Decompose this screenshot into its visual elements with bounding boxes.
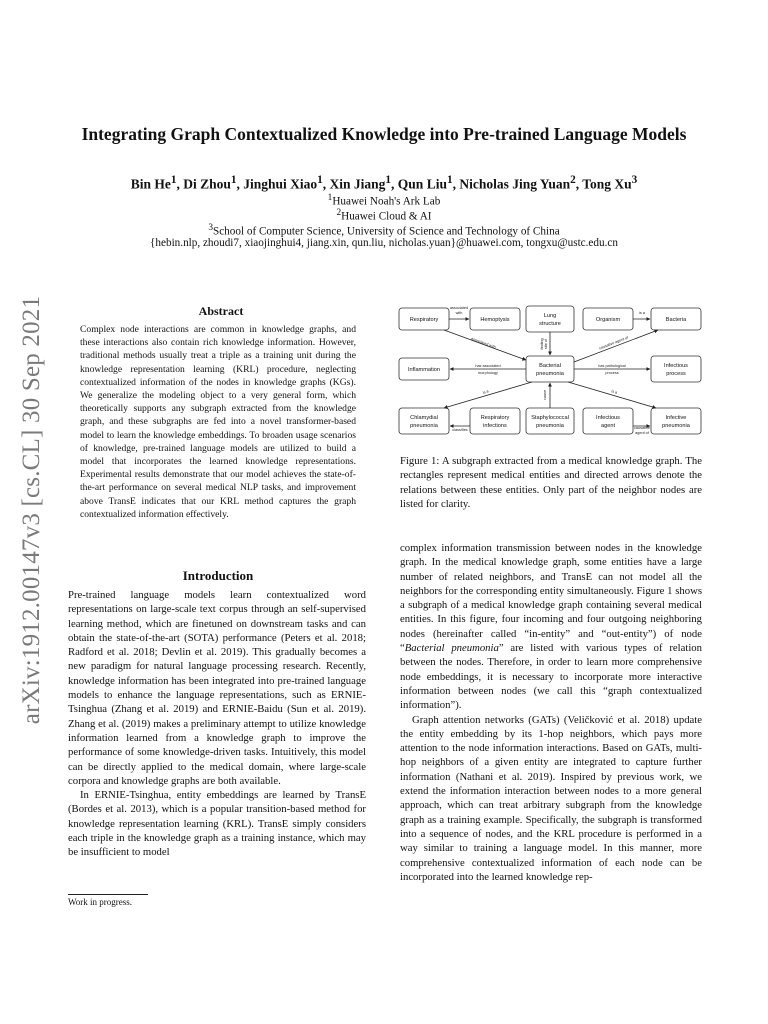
edge-label: finding [540, 338, 544, 350]
body-text: complex information transmission between nodes in the knowledge graph. In the medical knowledge graph, some entities have a large number of related neighbors, and TransE can not model all the neighbors for the corresponding entity simultaneously. Figure 1 shows a subgraph of a medical knowledge graph containing several medical entities. In this figure, four incoming and four outgoing neighboring nodes (hereinafter called “in-entity” and “out-entity”) of node “ [400, 542, 702, 655]
edge-label: is a [639, 311, 645, 315]
author-name: Tong Xu [582, 176, 632, 192]
edge-label: associated with [470, 336, 497, 350]
author-sup: 3 [631, 174, 638, 186]
intro-paragraph: Pre-trained language models learn contextualized word representations on large-scale text corpus through an self-supervised learning method, which are finetuned on downstream tasks and can obtain the state-of-the-art (SOTA) performance (Peters et al. 2018; Radford et al. 2018; Devlin et al. 2019). This gradually becomes a new paradigm for natural language processing research. Recently, knowledge information has been integrated into pre-trained language models to enhance the language representations, such as ERNIE-Tsinghua (Zhang et al. 2019) and ERNIE-Baidu (Sun et al. 2019). Zhang et al. (2019) makes a preliminary attempt to utilize knowledge information learned from a knowledge graph to improve the performance of some knowledge-driven tasks. Intuitively, this model can be directly applied to the medical domain, where large-scale corpora and knowledge graphs are both available. [68, 589, 366, 787]
node-label: Hemoptysis [480, 317, 510, 323]
affiliation-sup: 1 [327, 193, 333, 203]
edge-label: site of [544, 338, 548, 350]
node-label: Organism [595, 317, 621, 323]
arxiv-stamp [14, 280, 50, 740]
node-label: Staphylococcal [531, 415, 569, 421]
node-respiratory-infections [470, 408, 520, 434]
node-label: Lung [543, 313, 557, 319]
body-text: ” are listed with various types of relation between the nodes. Therefore, in order to learn more comprehensive node embeddings, it is necessary to incorporate more interactive information between nodes (we call this “graph contextualized information”). [400, 642, 702, 712]
author-name: Di Zhou [183, 176, 231, 192]
node-label: Respiratory [409, 317, 439, 323]
node-chlamydial-pneumonia [399, 408, 449, 434]
author-name: Xin Jiang [329, 176, 386, 192]
edge-is-a-left [444, 382, 532, 408]
node-label: Infectious [596, 415, 620, 421]
node-label: Inflammation [407, 367, 441, 373]
author-sup: 1 [170, 174, 177, 186]
author-name: Qun Liu [397, 176, 447, 192]
edge-label: morphology [478, 371, 498, 375]
author-sup: 1 [446, 174, 453, 186]
author-list: Bin He$^1$, Di Zhou$^1$, Jinghui Xiao$^1$, Xin Jiang$^1$, Qun Liu$^1$, Nicholas Jing Yuan$^2$, Tong Xu$^3$ [130, 174, 638, 192]
node-infectious-agent [583, 408, 633, 434]
edge-label: causative agent of [598, 335, 629, 351]
introduction-body [68, 588, 366, 860]
author-sup: 1 [317, 174, 323, 186]
node-label: Bacteria [665, 317, 687, 323]
node-label: Bacterial [539, 363, 561, 369]
body-paragraph [400, 541, 702, 713]
footnote: Work in progress. [68, 897, 133, 907]
edge-label: classifies [452, 428, 468, 432]
edge-label: with [455, 311, 463, 315]
node-label: pneumonia [410, 423, 438, 429]
node-infective-pneumonia [651, 408, 701, 434]
intro-paragraph: In ERNIE-Tsinghua, entity embeddings are learned by TransE (Bordes et al. 2013), which is a popular transition-based method for knowledge representation learning (KRL). TransE simply considers each triple in the knowledge graph as a training instance, which may be insufficient to model [68, 789, 366, 859]
node-label: Respiratory [480, 415, 510, 421]
edge-label: cause [543, 389, 547, 401]
node-label: pneumonia [536, 371, 564, 377]
node-label: process [666, 371, 686, 377]
introduction-heading: Introduction [182, 568, 254, 583]
edge-is-a-right [568, 382, 656, 408]
author-emails: {hebin.nlp, zhoudi7, xiaojinghui4, jiang.xin, qun.liu, nicholas.yuan}@huawei.com, tongxu@ustc.edu.cn [150, 237, 618, 249]
author-sup: 1 [385, 174, 392, 186]
author-sup: 2 [570, 174, 576, 186]
figure-caption: Figure 1: A subgraph extracted from a medical knowledge graph. The rectangles represent medical entities and directed arrows denote the relations between these entities. Only part of the neighbor nodes are listed for clarity. [400, 455, 702, 510]
body-emphasis: Bacterial pneumonia [404, 642, 499, 655]
author-name: Bin He [130, 176, 171, 192]
abstract-heading: Abstract [198, 304, 244, 318]
node-infectious-process [651, 356, 701, 382]
affiliation-text: School of Computer Science, University of Science and Technology of China [212, 225, 560, 238]
paper-title: Integrating Graph Contextualized Knowledge into Pre-trained Language Models [81, 124, 687, 144]
edge-label: agent of [635, 431, 649, 435]
node-label: pneumonia [662, 423, 690, 429]
node-label: infections [483, 423, 507, 429]
node-label: pneumonia [536, 423, 564, 429]
author-name: Nicholas Jing Yuan [459, 176, 571, 192]
edge-label: process [605, 371, 619, 375]
node-label: Infectious [664, 363, 688, 369]
knowledge-graph-figure [396, 300, 706, 442]
abstract-text: Complex node interactions are common in knowledge graphs, and these interactions also contain rich knowledge information. However, traditional methods usually treat a triple as a training unit during the knowledge representation learning (KRL) procedure, neglecting contextualized information of the nodes in knowledge graphs (KGs). We generalize the modeling object to a very general form, which theoretically supports any subgraph extracted from the knowledge graph, and these subgraphs are fed into a novel transformer-based model to learn the knowledge embeddings. To broaden usage scenarios of knowledge, pre-trained language models are utilized to build a model that incorporates the learned knowledge representations. Experimental results demonstrate that our model achieves the state-of-the-art performance on several medical NLP tasks, and improvement above TransE indicates that our KRL method captures the graph contextualized information effectively. [80, 324, 356, 520]
edge-label: has pathological [598, 364, 626, 368]
edge-causative-agent-diag [574, 330, 658, 362]
edge-label: causative [633, 426, 651, 430]
affiliation-sup: 3 [208, 223, 213, 233]
affiliation-text: Huawei Cloud & AI [341, 210, 432, 223]
affiliation-text: Huawei Noah's Ark Lab [332, 195, 441, 208]
node-label: agent [601, 423, 615, 429]
arxiv-stamp-text: arXiv:1912.00147v3 [cs.CL] 30 Sep 2021 [18, 295, 46, 725]
edge-label: associated [449, 306, 469, 310]
node-label: structure [539, 321, 561, 327]
affiliation-sup: 2 [336, 208, 342, 218]
body-paragraph: Graph attention networks (GATs) (Veličković et al. 2018) update the entity embedding by its 1-hop neighbors, which pays more attention to the node information interactions. Based on GATs, multi-hop neighbors of a given entity are integrated to capture further information (Nathani et al. 2019). Inspired by previous work, we extend the information interaction between nodes to a more general approach, which can treat arbitrary subgraph from the knowledge graph as a training example. Specifically, the subgraph is transformed into a sequence of nodes, and the KRL procedure is performed in a way similar to training a language model. In this manner, more comprehensive contextualized information of each node can be incorporated into the learned knowledge rep- [400, 713, 702, 883]
right-column-body [400, 541, 702, 884]
node-lung-structure [526, 306, 574, 332]
node-bacterial-pneumonia [526, 356, 574, 382]
edge-label: is a [610, 389, 618, 395]
node-label: Chlamydial [410, 415, 438, 421]
edge-label: is a [482, 389, 490, 395]
author-sup: 1 [230, 174, 237, 186]
author-name: Jinghui Xiao [243, 176, 318, 192]
node-label: Infective [665, 415, 687, 421]
footnote-rule [68, 894, 148, 895]
node-staphylococcal-pneumonia [526, 408, 574, 434]
edge-label: has associated [475, 364, 501, 368]
